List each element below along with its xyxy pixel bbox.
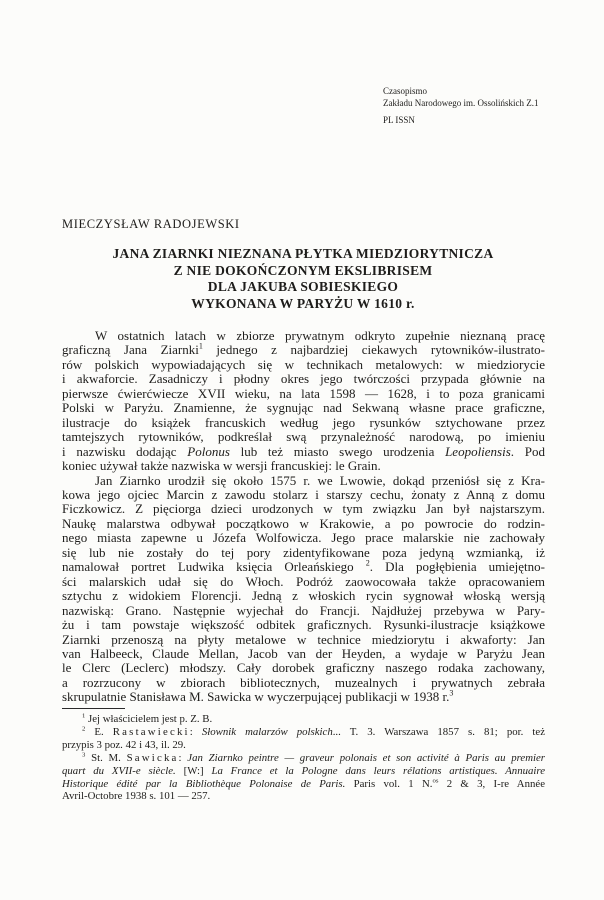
text-line: quart du XVII-e siècle. [W:] La France et la Pologne dans leurs rélations artistiques. Annuaire xyxy=(62,764,545,777)
text-line: rów polskich wypowiadających się w technikach metalowych: w miedziorycie xyxy=(62,356,545,372)
text-line: Z NIE DOKOŃCZONYM EKSLIBRISEM xyxy=(173,262,433,278)
text-line: DLA JAKUBA SOBIESKIEGO xyxy=(207,279,399,294)
text-line: $^2$ E. Rastawiecki: Słownik malarzów polskich... T. 3. Warszawa 1857 s. 81; por. też xyxy=(82,725,546,738)
text-line: $^1$ Jej właścicielem jest p. Z. B. xyxy=(82,712,213,725)
footnotes xyxy=(62,713,545,803)
text-line: Jan Ziarnko urodził się około 1575 r. we Lwowie, dokąd przeniósł się z Kra- xyxy=(95,472,545,488)
text-line: Ziarnki przenoszą na płyty metalowe w technice miedziorytu i akwaforty: Jan xyxy=(62,631,545,647)
text-line: Naukę malarstwa odbywał początkowo w Krakowie, a po powrocie do rodzin- xyxy=(62,515,545,531)
text-line: W ostatnich latach w zbiorze prywatnym odkryto zupełnie nieznaną pracę xyxy=(95,328,545,343)
article-title xyxy=(61,246,545,312)
text-line: $^3$ St. M. Sawicka: Jan Ziarnko peintre — graveur polonais et son activité à Paris au premier xyxy=(82,751,546,764)
article-body xyxy=(62,329,545,705)
journal-imprint xyxy=(383,85,538,126)
footnote-separator xyxy=(62,708,125,709)
text-line: Ficzkowicz. Z pięciorga dzieci urodzonych w tym związku Jan był najstarszym. xyxy=(62,501,545,517)
footnote-3 xyxy=(62,752,545,804)
text-line: i nazwisku dodając Polonus lub też miasto swego urodzenia Leopoliensis. Pod xyxy=(62,443,545,459)
author-name: MIECZYSŁAW RADOJEWSKI xyxy=(62,217,240,231)
text-line: przypis 3 poz. 42 i 43, il. 29. xyxy=(62,738,186,751)
text-line: się lub nie zostały do tej pory zidentyfikowane poza jedyną wzmianką, iż xyxy=(62,544,545,560)
text-line: namalował portret Ludwika księcia Orleańskiego $^2$. Dla pogłębienia umiejętno- xyxy=(62,558,545,575)
text-line: ści malarskich udał się do Włoch. Podróż zaowocowała także opracowaniem xyxy=(62,573,545,589)
text-line: WYKONANA W PARYŻU W 1610 r. xyxy=(191,295,415,311)
text-line: kowa jego ojciec Marcin z zawodu stolarz i starszy cechu, żonaty z Anną z domu xyxy=(62,486,545,502)
text-line: Czasopismo xyxy=(383,86,427,96)
text-line: tamtejszych rytowników, podkreślał swą przynależność narodową, po imieniu xyxy=(62,429,545,445)
paragraph-2 xyxy=(62,474,545,705)
text-line: le Clerc (Leclerc) młodszy. Cały dorobek graficzny naszego rodaka zachowany, xyxy=(62,660,545,676)
footnote-2 xyxy=(62,726,545,752)
text-line: Polski w Paryżu. Znamienne, że sygnując nad Sekwaną własne prace graficzne, xyxy=(62,400,545,416)
text-line: Zakładu Narodowego im. Ossolińskich Z.1 xyxy=(383,98,539,108)
text-line: sztychu z widokiem Florencji. Jedną z włoskich rycin sygnował włoską wersją xyxy=(62,588,545,604)
text-line: JANA ZIARNKI NIEZNANA PŁYTKA MIEDZIORYTNICZA xyxy=(112,246,494,261)
footnote-1 xyxy=(62,713,545,726)
text-line: Avril-Octobre 1938 s. 101 — 257. xyxy=(62,790,211,803)
text-line: koniec używał także nazwiska w wersji francuskiej: le Grain. xyxy=(62,458,381,474)
text-line: i akwaforcie. Zasadniczy i płodny okres jego twórczości przypada głównie na xyxy=(62,371,545,387)
text-line: żu i tam powstaje większość odbitek graficznych. Rysunki-ilustracje książkowe xyxy=(62,617,545,633)
text-line: nego miasta zapewne u Józefa Wolfowicza. Jego prace malarskie nie zachowały xyxy=(62,530,545,546)
text-line: a rozrzucony w zbiorach bibliotecznych, muzealnych i prywatnych zebrała xyxy=(62,674,545,690)
text-line: nazwiską: Grano. Następnie wyjechał do Francji. Najdłużej przebywa w Pary- xyxy=(62,602,545,618)
text-line: PL ISSN xyxy=(383,115,415,125)
text-line: skrupulatnie Stanisława M. Sawicka w wyczerpującej publikacji w 1938 r.$^3$ xyxy=(62,689,454,705)
text-line: Historique édité par la Bibliothèque Polonaise de Paris. Paris vol. 1 N.$^{os}$ 2 & 3, I-re Année xyxy=(62,776,545,790)
text-line: ilustracje do książek francuskich według jego rysunków sztychowane przez xyxy=(62,414,545,430)
text-line: graficzną Jana Ziarnki$^1$ jednego z najbardziej ciekawych rytowników-ilustrato- xyxy=(62,342,546,358)
paragraph-1 xyxy=(62,329,545,474)
text-line: van Halbeeck, Claude Mellan, Jacob van der Heyden, a wydaje w Paryżu Jean xyxy=(62,645,545,661)
text-line: pierwsze ćwierćwiecze XVII wieku, na lata 1598 — 1628, i to poza granicami xyxy=(62,385,545,401)
